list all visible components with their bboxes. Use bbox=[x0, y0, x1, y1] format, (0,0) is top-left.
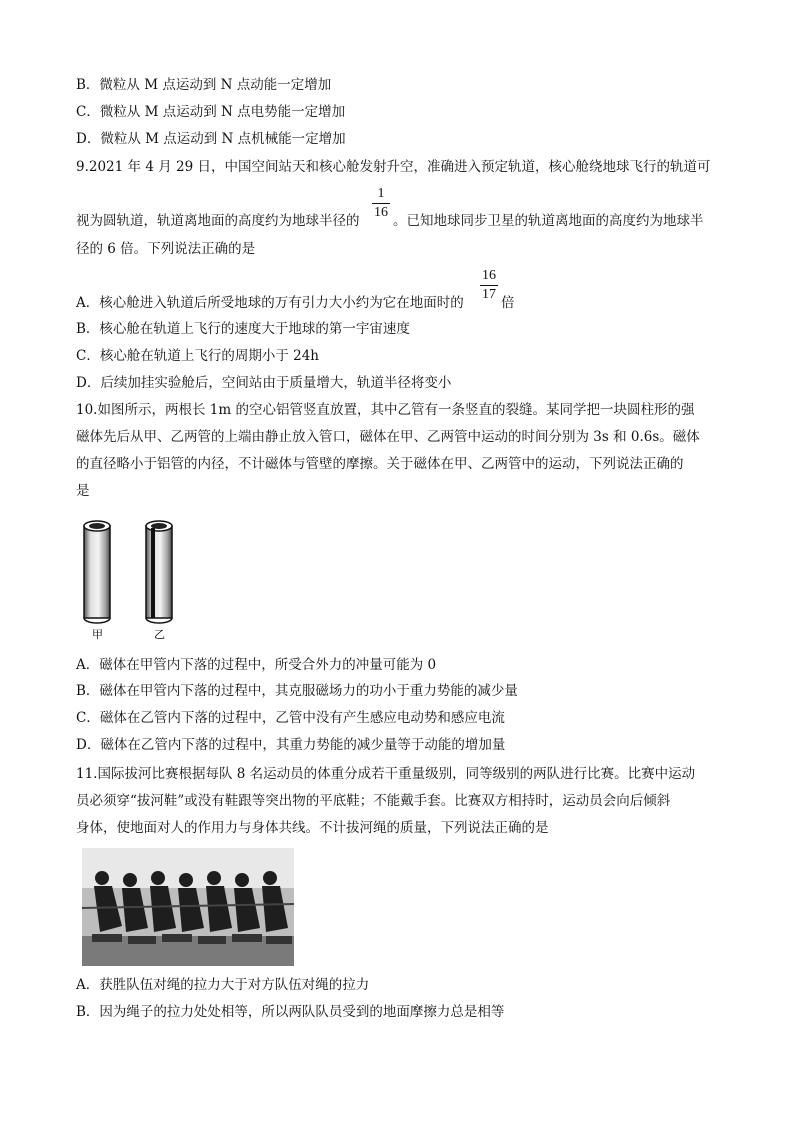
q10-option-c: C．磁体在乙管内下落的过程中，乙管中没有产生感应电动势和感应电流 bbox=[76, 710, 505, 726]
fraction-sixteen-seventeenths bbox=[478, 268, 500, 303]
q9-option-b: B．核心舱在轨道上飞行的速度大于地球的第一宇宙速度 bbox=[76, 321, 410, 337]
q10-stem-line3: 的直径略小于铝管的内径，不计磁体与管壁的摩擦。关于磁体在甲、乙两管中的运动，下列说法正确的 bbox=[76, 456, 684, 472]
q10-stem-line1: 10.如图所示，两根长 1m 的空心铝管竖直放置，其中乙管有一条竖直的裂缝。某同学把一块圆柱形的强 bbox=[76, 402, 695, 418]
tube-label-yi: 乙 bbox=[154, 628, 165, 641]
tube-label-jia: 甲 bbox=[92, 628, 103, 641]
fraction-denominator: 16 bbox=[374, 205, 388, 220]
q8-option-d: D．微粒从 M 点运动到 N 点机械能一定增加 bbox=[76, 131, 346, 147]
q9-option-c: C．核心舱在轨道上飞行的周期小于 24h bbox=[76, 348, 319, 364]
tug-of-war-photo bbox=[82, 848, 294, 966]
q11-stem-line2: 员必须穿“拔河鞋”或没有鞋跟等突出物的平底鞋；不能戴手套。比赛双方相持时，运动员会向后倾斜 bbox=[76, 793, 671, 809]
q11-stem-line1: 11.国际拔河比赛根据每队 8 名运动员的体重分成若干重量级别，同等级别的两队进行比赛。比赛中运动 bbox=[76, 766, 696, 782]
aluminum-tubes-figure bbox=[76, 518, 186, 643]
q8-option-c: C．微粒从 M 点运动到 N 点电势能一定增加 bbox=[76, 104, 346, 120]
q8-option-b: B．微粒从 M 点运动到 N 点动能一定增加 bbox=[76, 77, 332, 93]
q10-option-d: D．磁体在乙管内下落的过程中，其重力势能的减少量等于动能的增加量 bbox=[76, 737, 506, 753]
fraction-one-sixteenth bbox=[370, 186, 392, 221]
q9-stem-line2b: 。已知地球同步卫星的轨道离地面的高度约为地球半 bbox=[393, 213, 704, 229]
q9-option-d: D．后续加挂实验舱后，空间站由于质量增大，轨道半径将变小 bbox=[76, 375, 452, 391]
fraction-numerator: 16 bbox=[482, 268, 496, 283]
q9-stem-line2a: 视为圆轨道，轨道离地面的高度约为地球半径的 bbox=[76, 213, 360, 229]
q10-option-b: B．磁体在甲管内下落的过程中，其克服磁场力的功小于重力势能的减少量 bbox=[76, 683, 518, 699]
tube-yi-with-slit bbox=[146, 521, 172, 623]
q9-stem-line3: 径的 6 倍。下列说法正确的是 bbox=[76, 241, 256, 257]
fraction-bar bbox=[480, 285, 498, 286]
q10-option-a: A．磁体在甲管内下落的过程中，所受合外力的冲量可能为 0 bbox=[76, 657, 437, 673]
q11-option-b: B．因为绳子的拉力处处相等，所以两队队员受到的地面摩擦力总是相等 bbox=[76, 1004, 505, 1020]
tube-jia bbox=[84, 521, 110, 623]
fraction-bar bbox=[372, 203, 390, 204]
fraction-denominator: 17 bbox=[482, 287, 496, 302]
q10-stem-line2: 磁体先后从甲、乙两管的上端由静止放入管口，磁体在甲、乙两管中运动的时间分别为 3s 和 0.6s。磁体 bbox=[76, 429, 700, 445]
q10-stem-line4: 是 bbox=[76, 483, 90, 499]
q11-stem-line3: 身体，使地面对人的作用力与身体共线。不计拔河绳的质量，下列说法正确的是 bbox=[76, 820, 549, 836]
q11-option-a: A．获胜队伍对绳的拉力大于对方队伍对绳的拉力 bbox=[76, 977, 370, 993]
q9-option-a: A．核心舱进入轨道后所受地球的万有引力大小约为它在地面时的 bbox=[76, 295, 464, 311]
fraction-numerator: 1 bbox=[377, 186, 385, 201]
q9-option-a-suffix: 倍 bbox=[501, 295, 515, 311]
q9-stem-line1: 9.2021 年 4 月 29 日，中国空间站天和核心舱发射升空，准确进入预定轨道，核心舱绕地球飞行的轨道可 bbox=[76, 159, 711, 175]
